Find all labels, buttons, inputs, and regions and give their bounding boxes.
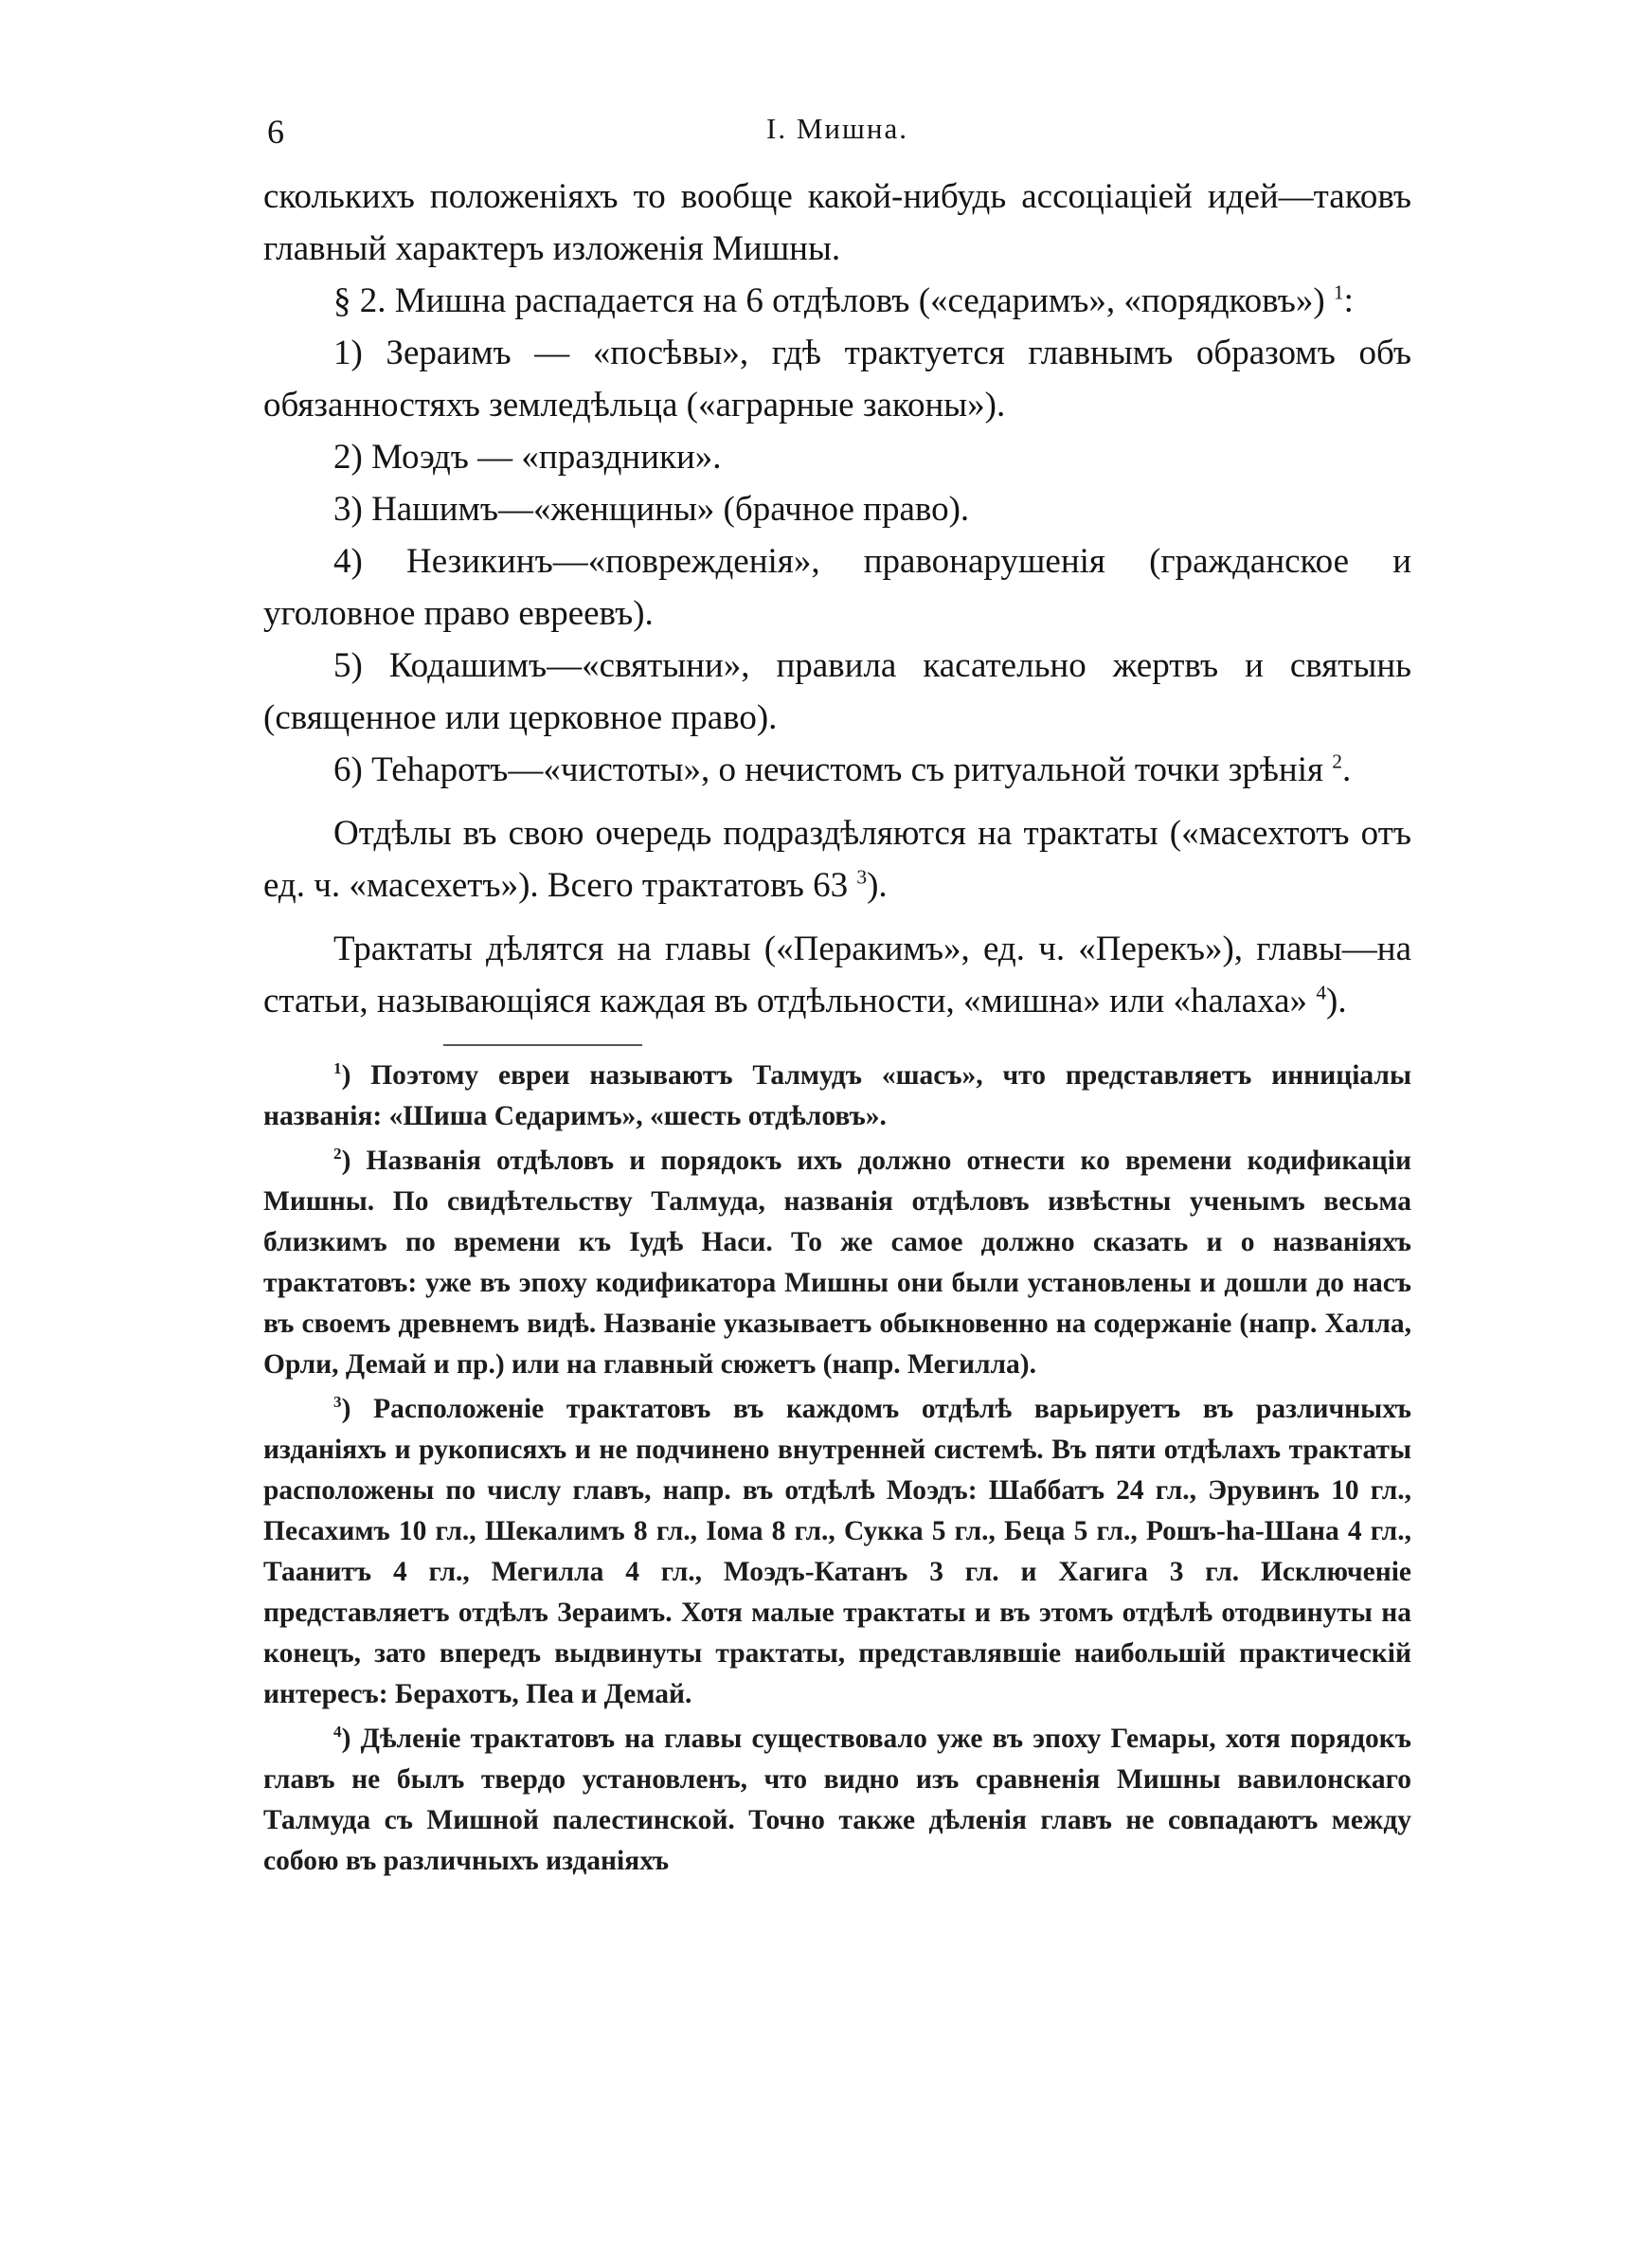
running-title: I. Мишна. bbox=[766, 112, 908, 145]
list-item-moed: 2) Моэдъ — «праздники». bbox=[333, 438, 722, 477]
page-header bbox=[263, 112, 1411, 150]
list-item-teharot: 6) Теhаротъ—«чистоты», о нечистомъ съ ритуальной точки зрѣнія $^2$. bbox=[333, 749, 1352, 789]
footnote-2: $^2$) Названія отдѣловъ и порядокъ ихъ должно отнести ко времени кодификаціи Мишны. По свидѣтельству Талмуда, названія отдѣловъ извѣстны ученымъ весьма близкимъ по времени къ Іудѣ Наси. То же самое должно сказать и о названіяхъ трактатовъ: уже въ эпоху кодификатора Мишны они были установлены и дошли до насъ въ своемъ древнемъ видѣ. Названіе указываетъ обыкновенно на содержаніе (напр. Халла, Орли, Демай и пр.) или на главный сюжетъ (напр. Мегилла). bbox=[263, 1145, 1412, 1380]
footnote-ref: 4 bbox=[1316, 981, 1327, 1004]
list-item-nashim: 3) Нашимъ—«женщины» (брачное право). bbox=[333, 490, 970, 529]
footnote-1: $^1$) Поэтому евреи называютъ Талмудъ «шасъ», что представляетъ инниціалы названія: «Шиша Седаримъ», «шесть отдѣловъ». bbox=[263, 1059, 1411, 1131]
paragraph-section-2: § 2. Мишна распадается на 6 отдѣловъ («седаримъ», «порядковъ») $^1$: bbox=[333, 280, 1354, 320]
paragraph-intro: сколькихъ положеніяхъ то вообще какой-нибудь ассоціаціей идей—таковъ главный характеръ изложенія Мишны. bbox=[263, 177, 1411, 268]
page-number: 6 bbox=[267, 113, 284, 151]
list-item-zeraim: 1) Зераимъ — «посѣвы», гдѣ трактуется главнымъ образомъ объ обязанностяхъ земледѣльца («аграрные законы»). bbox=[263, 334, 1411, 424]
footnotes bbox=[263, 1056, 1411, 1882]
footnote-ref: 2 bbox=[1332, 749, 1343, 773]
page-body bbox=[263, 171, 1411, 1882]
footnote-divider bbox=[443, 1044, 642, 1046]
footnote-ref: 3 bbox=[856, 865, 868, 889]
footnote-marker: 1 bbox=[333, 1059, 342, 1078]
paragraph-tractates: Отдѣлы въ свою очередь подраздѣляются на трактаты («масехтотъ отъ ед. ч. «масехетъ»). Всего трактатовъ 63 $^3$). bbox=[263, 814, 1411, 905]
list-item-kodashim: 5) Кодашимъ—«святыни», правила касательно жертвъ и святынь (священное или церковное право). bbox=[263, 646, 1411, 737]
footnote-3: $^3$) Расположеніе трактатовъ въ каждомъ отдѣлѣ варьируетъ въ различныхъ изданіяхъ и рукописяхъ и не подчинено внутренней системѣ. Въ пяти отдѣлахъ трактаты расположены по числу главъ, напр. въ отдѣлѣ Моэдъ: Шаббатъ 24 гл., Эрувинъ 10 гл., Песахимъ 10 гл., Шекалимъ 8 гл., Іома 8 гл., Сукка 5 гл., Беца 5 гл., Рошъ-hа-Шана 4 гл., Таанитъ 4 гл., Мегилла 4 гл., Моэдъ-Катанъ 3 гл. и Хагига 3 гл. Исключеніе представляетъ отдѣлъ Зераимъ. Хотя малые трактаты и въ этомъ отдѣлѣ отодвинуты на конецъ, зато впередъ выдвинуты трактаты, представлявшіе наибольшій практическій интересъ: Берахотъ, Пеа и Демай. bbox=[263, 1393, 1411, 1709]
footnote-4: $^4$) Дѣленіе трактатовъ на главы существовало уже въ эпоху Гемары, хотя порядокъ главъ не былъ твердо установленъ, что видно изъ сравненія Мишны вавилонскаго Талмуда съ Мишной палестинской. Точно также дѣленія главъ не совпадаютъ между собою въ различныхъ изданіяхъ bbox=[263, 1723, 1411, 1876]
main-text bbox=[263, 171, 1411, 1027]
paragraph-chapters: Трактаты дѣлятся на главы («Перакимъ», ед. ч. «Перекъ»), главы—на статьи, называющіяся каждая въ отдѣльности, «мишна» или «hалаха» $^4$). bbox=[263, 930, 1411, 1020]
footnote-marker: 4 bbox=[333, 1723, 342, 1742]
footnote-marker: 2 bbox=[333, 1145, 342, 1164]
footnote-ref: 1 bbox=[1333, 280, 1344, 304]
list-item-nezikin: 4) Незикинъ—«поврежденія», правонарушенія (гражданское и уголовное право евреевъ). bbox=[263, 542, 1411, 633]
footnote-marker: 3 bbox=[333, 1393, 342, 1412]
